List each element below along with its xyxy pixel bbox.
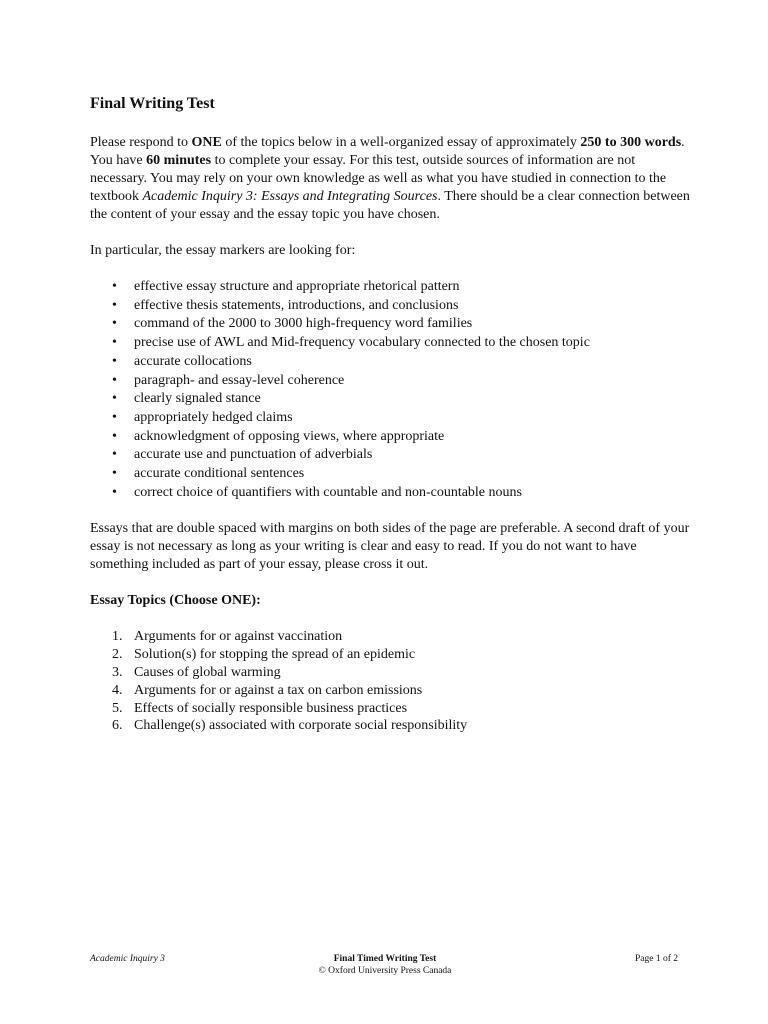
intro-paragraph <box>90 134 690 224</box>
intro-text-1: Please respond to <box>90 135 192 150</box>
intro-emphasis-one: ONE <box>191 135 222 150</box>
criteria-item <box>112 446 690 465</box>
topics-list <box>90 628 690 735</box>
topic-item <box>112 664 690 682</box>
criteria-item <box>112 297 690 316</box>
bullet-icon: • <box>112 447 117 463</box>
criteria-item-text: command of the 2000 to 3000 high-frequency word families <box>134 316 473 332</box>
footer-book-title: Academic Inquiry 3 <box>90 954 165 964</box>
criteria-list <box>90 278 690 502</box>
topic-item <box>112 700 690 718</box>
topic-item <box>112 628 690 646</box>
criteria-item-text: effective essay structure and appropriate rhetorical pattern <box>134 279 460 294</box>
criteria-item <box>112 278 690 297</box>
document-title: Final Writing Test <box>90 95 215 112</box>
topic-item <box>112 717 690 735</box>
footer-copyright: © Oxford University Press Canada <box>318 966 452 976</box>
closing-paragraph: Essays that are double spaced with margins on both sides of the page are preferable. A second draft of your essay is not necessary as long as your writing is clear and easy to read. If you do not want to have something included as part of your essay, please cross it out. <box>90 521 690 573</box>
intro-text-4: to complete your essay. For this test, outside sources of information are not necessary. You may rely on your own knowledge as well as what you have studied in connection to the textbook <box>90 153 667 204</box>
topic-number: 6. <box>112 718 123 734</box>
criteria-item-text: accurate use and punctuation of adverbials <box>134 447 373 463</box>
footer-page-number: Page 1 of 2 <box>634 954 678 964</box>
topics-heading: Essay Topics (Choose ONE): <box>90 593 261 609</box>
topic-number: 5. <box>112 700 123 716</box>
bullet-icon: • <box>112 297 117 313</box>
criteria-item <box>112 334 690 353</box>
criteria-item <box>112 353 690 372</box>
criteria-item <box>112 372 690 391</box>
topic-text: Arguments for or against a tax on carbon emissions <box>134 682 423 698</box>
topic-item <box>112 682 690 700</box>
bullet-icon: • <box>112 466 117 482</box>
criteria-item <box>112 465 690 484</box>
bullet-icon: • <box>112 409 117 425</box>
topic-text: Effects of socially responsible business practices <box>134 700 408 716</box>
topic-number: 1. <box>112 629 123 645</box>
criteria-item-text: correct choice of quantifiers with countable and non-countable nouns <box>134 484 522 500</box>
bullet-icon: • <box>112 279 117 294</box>
criteria-item <box>112 428 690 447</box>
criteria-item-text: acknowledgment of opposing views, where appropriate <box>134 428 445 444</box>
intro-emphasis-time: 60 minutes <box>146 153 212 168</box>
footer-test-title: Final Timed Writing Test <box>333 954 437 964</box>
bullet-icon: • <box>112 391 117 407</box>
document-body <box>90 94 690 735</box>
bullet-icon: • <box>112 316 117 332</box>
topic-text: Solution(s) for stopping the spread of an epidemic <box>134 647 416 663</box>
criteria-item-text: clearly signaled stance <box>134 391 261 407</box>
intro-text-3: . You have <box>90 135 685 168</box>
criteria-item-text: precise use of AWL and Mid-frequency vocabulary connected to the chosen topic <box>134 335 590 351</box>
topic-text: Causes of global warming <box>134 665 281 681</box>
bullet-icon: • <box>112 428 117 444</box>
criteria-item <box>112 409 690 428</box>
criteria-lead: In particular, the essay markers are looking for: <box>90 243 356 258</box>
bullet-icon: • <box>112 353 117 369</box>
criteria-item-text: accurate conditional sentences <box>134 466 305 482</box>
criteria-item <box>112 484 690 503</box>
bullet-icon: • <box>112 372 117 388</box>
criteria-item-text: accurate collocations <box>134 353 252 369</box>
criteria-item <box>112 315 690 334</box>
topic-item <box>112 646 690 664</box>
topic-number: 2. <box>112 647 123 663</box>
topic-number: 3. <box>112 665 123 681</box>
bullet-icon: • <box>112 335 117 351</box>
bullet-icon: • <box>112 484 117 500</box>
topic-text: Arguments for or against vaccination <box>134 629 343 645</box>
criteria-item-text: effective thesis statements, introductions, and conclusions <box>134 297 459 313</box>
criteria-item <box>112 390 690 409</box>
topic-number: 4. <box>112 682 123 698</box>
criteria-item-text: paragraph- and essay-level coherence <box>134 372 345 388</box>
footer-center <box>90 953 680 977</box>
intro-textbook-title: Academic Inquiry 3: Essays and Integrating Sources <box>142 189 438 204</box>
topic-text: Challenge(s) associated with corporate social responsibility <box>134 718 468 734</box>
intro-text-2: of the topics below in a well-organized essay of approximately <box>221 135 581 150</box>
intro-emphasis-word-count: 250 to 300 words <box>580 135 682 150</box>
criteria-item-text: appropriately hedged claims <box>134 409 293 425</box>
intro-text-5: . There should be a clear connection between the content of your essay and the essay topic you have chosen. <box>90 189 690 222</box>
